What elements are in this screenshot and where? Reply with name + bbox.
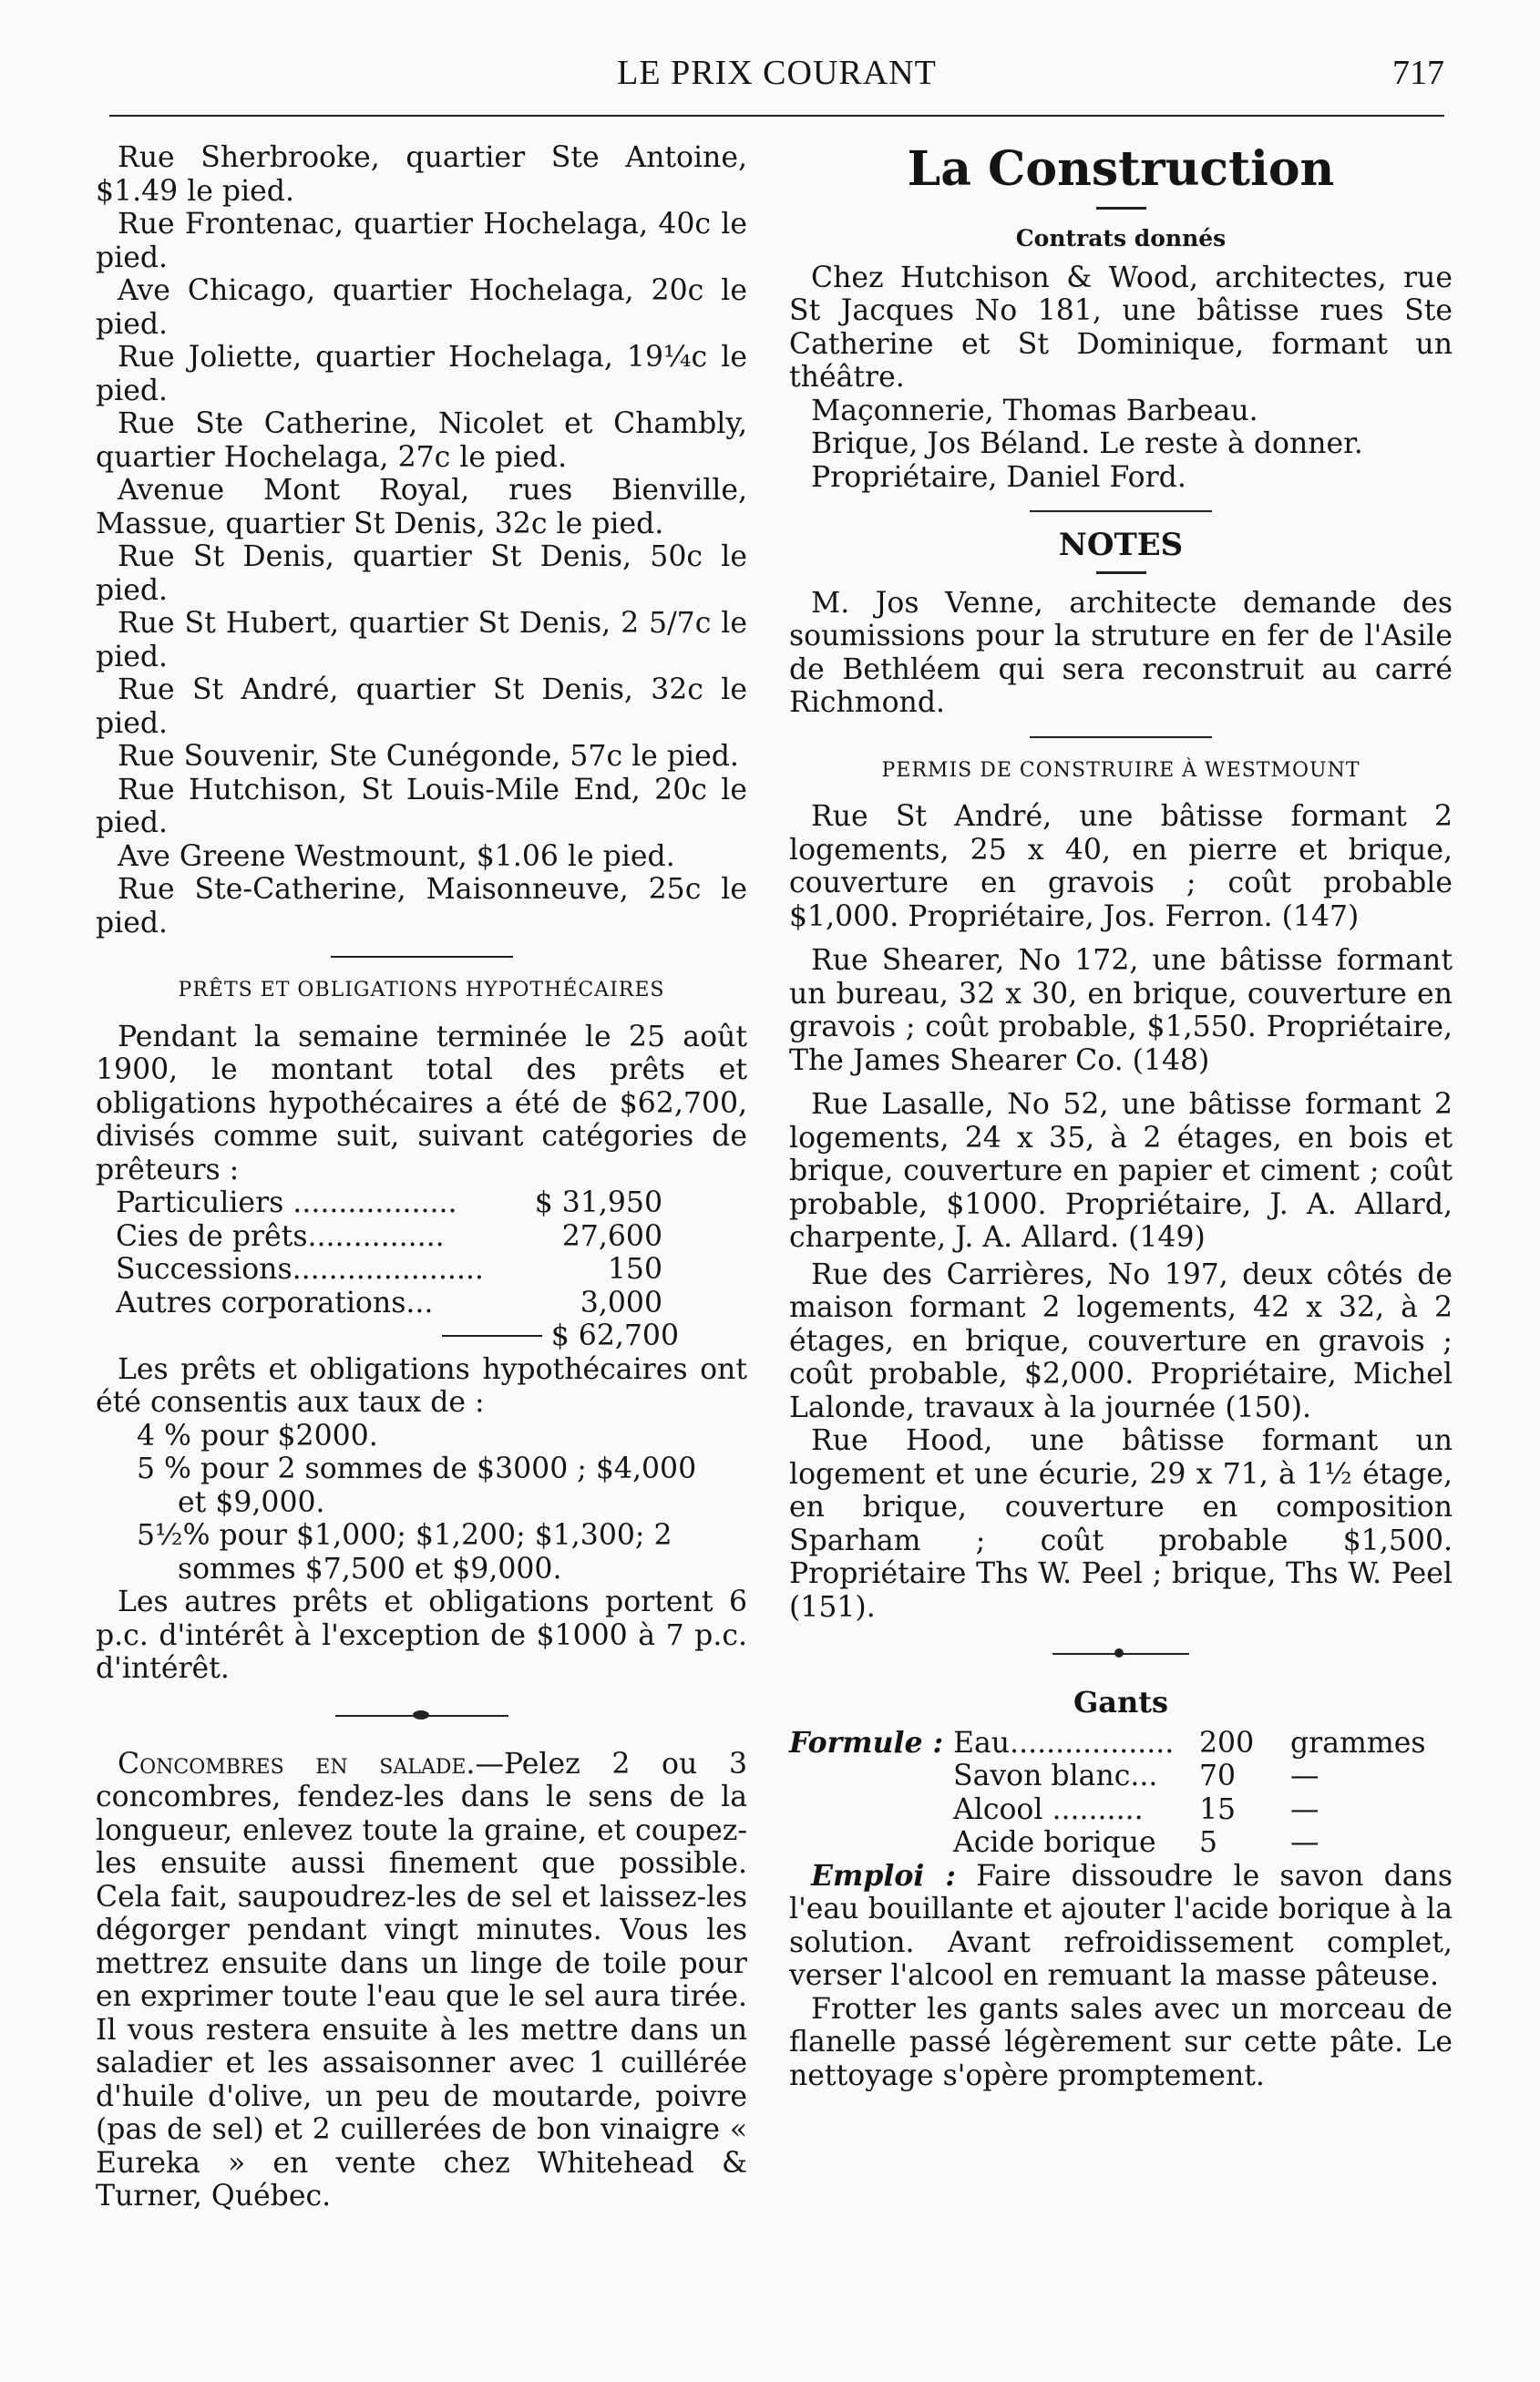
- total-rule: [442, 1335, 542, 1353]
- ingredient-name: Eau..................: [953, 1726, 1175, 1760]
- street-price-item: Rue Joliette, quartier Hochelaga, 19¼c le pied.: [96, 341, 747, 407]
- ingredient-unit: —: [1290, 1760, 1319, 1792]
- table-row: [789, 1826, 1453, 1860]
- emploi-text: Faire dissoudre le savon dans l'eau bouillante et ajouter l'acide borique à la solution. Avant refroidissement complet, verser l'alcool en remuant la masse pâteuse.: [789, 1859, 1453, 1992]
- street-price-item: Rue Ste Catherine, Nicolet et Chambly, quartier Hochelaga, 27c le pied.: [96, 407, 747, 474]
- lender-amount: 150: [607, 1253, 662, 1286]
- emploi-label: Emploi :: [811, 1858, 957, 1893]
- rate-line: 5½% pour $1,000; $1,200; $1,300; 2: [137, 1519, 672, 1552]
- lender-amount: $ 31,950: [534, 1186, 662, 1219]
- title-rule: [1096, 207, 1146, 210]
- ingredient-unit: —: [1290, 1826, 1319, 1859]
- recipe-paragraph: [96, 1748, 747, 2213]
- street-price-item: Rue Hutchison, St Louis-Mile End, 20c le pied.: [96, 773, 747, 839]
- street-price-list: [96, 141, 747, 939]
- table-row: [116, 1186, 747, 1220]
- formule-label: Formule :: [789, 1725, 944, 1760]
- ornament-dot: [1114, 1648, 1124, 1658]
- left-column: [96, 141, 747, 2213]
- formula-table: [789, 1727, 1453, 1860]
- ingredient-name: Alcool ..........: [953, 1792, 1144, 1826]
- street-price-item: Avenue Mont Royal, rues Bienville, Massue, quartier St Denis, 32c le pied.: [96, 474, 747, 540]
- street-price-item: Rue Ste-Catherine, Maisonneuve, 25c le pied.: [96, 873, 747, 939]
- ornament-dot: [413, 1710, 429, 1720]
- lender-amount: 3,000: [580, 1286, 662, 1319]
- lender-label: Successions.....................: [116, 1253, 484, 1286]
- notes-text: M. Jos Venne, architecte demande des soumissions pour la struture en fer de l'Asile de Bethléem qui sera reconstruit au carré Richmond.: [789, 586, 1453, 719]
- rate-line: sommes $7,500 et $9,000.: [178, 1552, 562, 1586]
- running-header: [109, 53, 1444, 108]
- ingredient-qty: 70: [1199, 1760, 1237, 1792]
- ingredient-qty: 5: [1199, 1826, 1218, 1859]
- contract-text: Chez Hutchison & Wood, architectes, rue St Jacques No 181, une bâtisse rues Ste Catherine et St Dominique, formant un théâtre.: [789, 261, 1453, 394]
- table-row: [116, 1253, 747, 1287]
- rate-line: 5 % pour 2 sommes de $3000 ; $4,000: [137, 1453, 697, 1485]
- formula-spacer: [789, 1760, 953, 1793]
- lender-amount: 27,600: [561, 1219, 662, 1253]
- notes-heading: NOTES: [1058, 527, 1184, 563]
- emploi-paragraph: [789, 1860, 1453, 1993]
- ornament-divider: [1052, 1648, 1189, 1660]
- ingredient-qty: 200: [1199, 1726, 1255, 1760]
- ornament-divider: [335, 1709, 508, 1722]
- section-divider: [1030, 736, 1212, 738]
- ingredient-unit: —: [1290, 1792, 1319, 1826]
- section-divider: [331, 956, 513, 958]
- table-row: [116, 1287, 747, 1320]
- table-row: [789, 1793, 1453, 1827]
- total-row: [116, 1319, 747, 1353]
- permit-item: Rue Hood, une bâtisse formant un logement et une écurie, 29 x 71, à 1½ étage, en brique, couverture en composition Sparham ; coût probable $1,500. Propriétaire Ths W. Peel ; brique, Ths W. Peel (151).: [789, 1424, 1453, 1624]
- page-number: 717: [1392, 54, 1444, 92]
- permit-item: Rue Lasalle, No 52, une bâtisse formant 2 logements, 24 x 35, à 2 étages, en bois et brique, couverture en papier et ciment ; coût probable, $1000. Propriétaire, J. A. Allard, charpente, J. A. Allard. (149): [789, 1088, 1453, 1254]
- construction-title: La Construction: [907, 141, 1335, 197]
- loans-heading: PRÊTS ET OBLIGATIONS HYPOTHÉCAIRES: [178, 979, 665, 1001]
- recipe-title: Concombres en salade.: [118, 1747, 476, 1781]
- street-price-item: Rue Frontenac, quartier Hochelaga, 40c le pied.: [96, 208, 747, 274]
- contract-line: Propriétaire, Daniel Ford.: [811, 460, 1186, 494]
- rate-line: 4 % pour $2000.: [137, 1419, 378, 1453]
- street-price-item: Ave Greene Westmount, $1.06 le pied.: [118, 839, 675, 873]
- frotter-text: Frotter les gants sales avec un morceau de flanelle passé légèrement sur cette pâte. Le nettoyage s'opère promptement.: [789, 1992, 1453, 2092]
- street-price-item: Rue St Hubert, quartier St Denis, 2 5/7c le pied.: [96, 607, 747, 673]
- contract-line: Maçonnerie, Thomas Barbeau.: [811, 394, 1258, 427]
- street-price-item: Rue St Denis, quartier St Denis, 50c le pied.: [96, 540, 747, 607]
- rates-note: Les autres prêts et obligations portent 6 p.c. d'intérêt à l'exception de $1000 à 7 p.c. d'intérêt.: [96, 1586, 747, 1685]
- lender-label: Autres corporations...: [116, 1286, 434, 1319]
- permit-item: Rue des Carrières, No 197, deux côtés de maison formant 2 logements, 42 x 32, à 2 étages, en brique, couverture en gravois ; coût probable, $2,000. Propriétaire, Michel Lalonde, travaux à la journée (150).: [789, 1258, 1453, 1424]
- notes-rule: [1096, 571, 1146, 574]
- right-column: [789, 141, 1453, 2092]
- table-row: [789, 1760, 1453, 1793]
- street-price-item: Rue Souvenir, Ste Cunégonde, 57c le pied.: [118, 740, 739, 773]
- section-divider: [1030, 510, 1212, 512]
- journal-title: LE PRIX COURANT: [617, 54, 937, 92]
- loans-total: $ 62,700: [550, 1319, 679, 1352]
- recipe-text: —Pelez 2 ou 3 concombres, fendez-les dans le sens de la longueur, enlevez toute la graine, et coupez-les ensuite aussi finement que possible. Cela fait, saupoudrez-les de sel et laissez-les dégorger pendant vingt minutes. Vous les mettrez ensuite dans un linge de toile pour en exprimer toute l'eau que le sel aura tirée. Il vous restera ensuite à les mettre dans un saladier et les assaisonner avec 1 cuillérée d'huile d'olive, un peu de moutarde, poivre (pas de sel) et 2 cuillerées de bon vinaigre « Eureka » en vente chez Whitehead & Turner, Québec.: [96, 1747, 748, 2213]
- header-rule: [109, 115, 1444, 117]
- lender-label: Cies de prêts...............: [116, 1219, 445, 1253]
- rates-intro: Les prêts et obligations hypothécaires ont été consentis aux taux de :: [96, 1352, 747, 1419]
- gants-heading: Gants: [1073, 1685, 1169, 1720]
- rate-line: et $9,000.: [178, 1485, 325, 1519]
- permits-heading: PERMIS DE CONSTRUIRE À WESTMOUNT: [881, 758, 1360, 782]
- street-price-item: Ave Chicago, quartier Hochelaga, 20c le pied.: [96, 274, 747, 341]
- contracts-heading: Contrats donnés: [1015, 225, 1227, 252]
- permit-item: Rue St André, une bâtisse formant 2 logements, 25 x 40, en pierre et brique, couverture en gravois ; coût probable $1,000. Propriétaire, Jos. Ferron. (147): [789, 800, 1453, 933]
- table-row: [789, 1727, 1453, 1761]
- table-row: [116, 1220, 747, 1254]
- street-price-item: Rue Sherbrooke, quartier Ste Antoine, $1.49 le pied.: [96, 141, 747, 208]
- ingredient-name: Acide borique: [953, 1826, 1156, 1859]
- lenders-table: [116, 1186, 747, 1353]
- ingredient-qty: 15: [1199, 1792, 1237, 1826]
- loans-intro: Pendant la semaine terminée le 25 août 1900, le montant total des prêts et obligations hypothécaires a été de $62,700, divisés comme suit, suivant catégories de prêteurs :: [96, 1020, 747, 1186]
- lender-label: Particuliers ..................: [116, 1186, 457, 1219]
- formula-spacer: [789, 1793, 953, 1827]
- permit-item: Rue Shearer, No 172, une bâtisse formant un bureau, 32 x 30, en brique, couverture en gravois ; coût probable, $1,550. Propriétaire, The James Shearer Co. (148): [789, 944, 1453, 1077]
- ingredient-unit: grammes: [1290, 1726, 1426, 1760]
- formula-spacer: [789, 1826, 953, 1860]
- ingredient-name: Savon blanc...: [953, 1760, 1158, 1792]
- street-price-item: Rue St André, quartier St Denis, 32c le pied.: [96, 673, 747, 740]
- contract-line: Brique, Jos Béland. Le reste à donner.: [811, 427, 1363, 460]
